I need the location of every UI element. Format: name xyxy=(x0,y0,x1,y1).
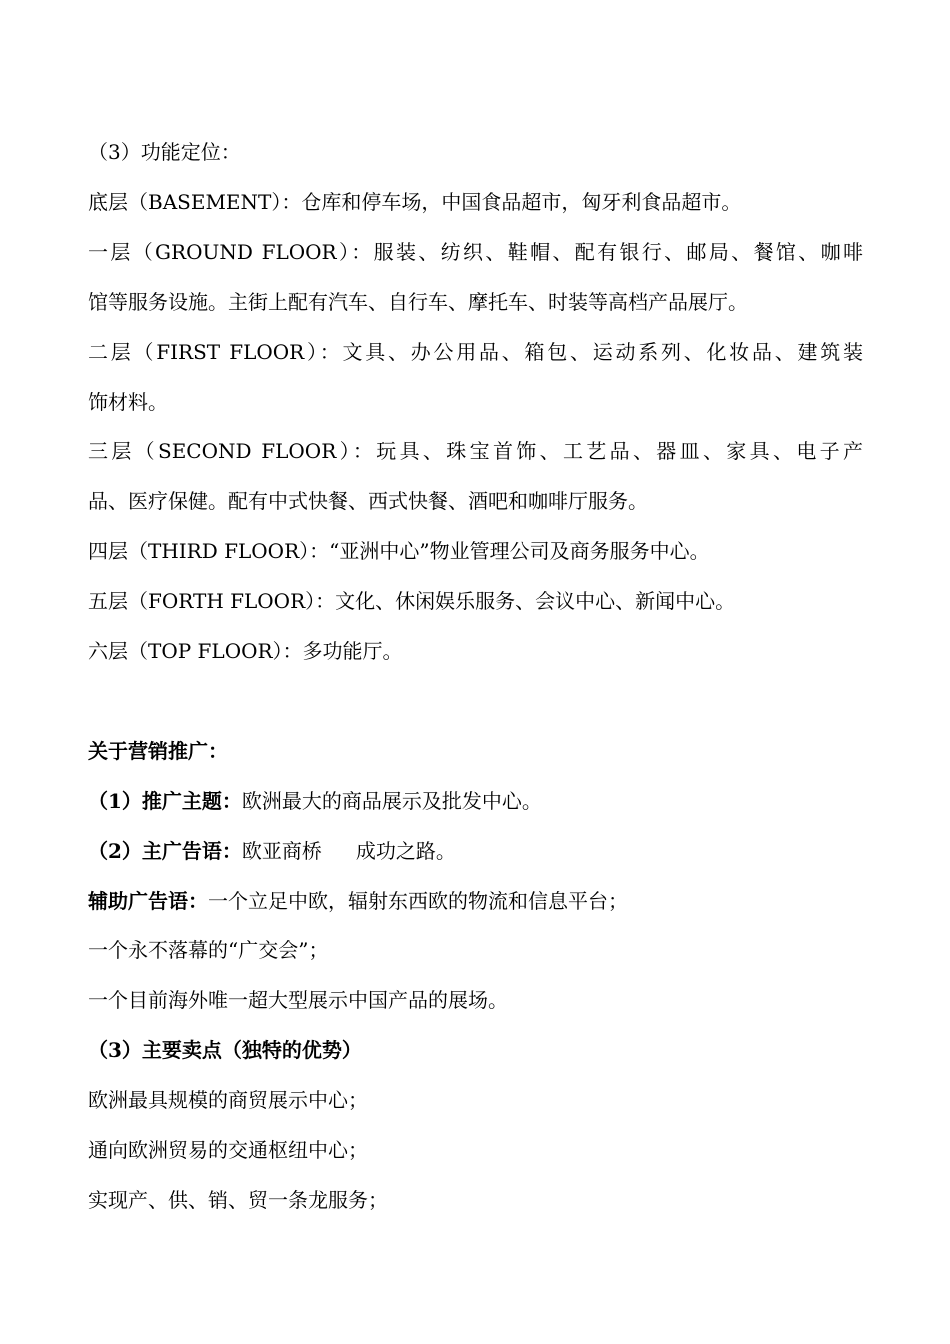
document-body xyxy=(88,128,863,1226)
floor-second-line-2: 品、医疗保健。配有中式快餐、西式快餐、酒吧和咖啡厅服务。 xyxy=(88,489,648,514)
promotion-theme xyxy=(88,777,863,827)
aux-slogan-item: 一个永不落幕的“广交会”； xyxy=(88,938,329,963)
section-spacer xyxy=(88,677,863,727)
floor-basement: 底层（BASEMENT）：仓库和停车场，中国食品超市，匈牙利食品超市。 xyxy=(88,189,742,214)
floor-first-line-2: 饰材料。 xyxy=(88,389,168,414)
promotion-theme-label: （1）推广主题： xyxy=(88,788,242,813)
main-slogan-label: （2）主广告语： xyxy=(88,838,242,863)
promotion-theme-text: 欧洲最大的商品展示及批发中心。 xyxy=(241,788,542,813)
floor-ground-line-1: 一层（GROUND FLOOR）：服装、纺织、鞋帽、配有银行、邮局、餐馆、咖啡 xyxy=(88,239,863,264)
aux-slogan-label: 辅助广告语： xyxy=(88,888,208,913)
selling-point-item: 实现产、供、销、贸一条龙服务； xyxy=(88,1188,388,1213)
aux-slogan-first xyxy=(88,877,863,927)
main-slogan xyxy=(88,827,863,877)
floor-forth: 五层（FORTH FLOOR）：文化、休闲娱乐服务、会议中心、新闻中心。 xyxy=(88,589,736,614)
selling-points-heading: （3）主要卖点（独特的优势） xyxy=(88,1038,362,1063)
floor-third: 四层（THIRD FLOOR）：“亚洲中心”物业管理公司及商务服务中心。 xyxy=(88,539,710,564)
aux-slogan-first-text: 一个立足中欧，辐射东西欧的物流和信息平台； xyxy=(208,888,628,913)
floor-ground-line-2: 馆等服务设施。主街上配有汽车、自行车、摩托车、时装等高档产品展厅。 xyxy=(88,289,748,314)
main-slogan-part-1: 欧亚商桥 xyxy=(241,838,322,863)
floor-second-line-1: 三层（SECOND FLOOR）：玩具、珠宝首饰、工艺品、器皿、家具、电子产 xyxy=(88,439,863,464)
marketing-heading: 关于营销推广： xyxy=(88,738,228,763)
floor-first-line-1: 二层（FIRST FLOOR）：文具、办公用品、箱包、运动系列、化妆品、建筑装 xyxy=(88,339,863,364)
main-slogan-part-2: 成功之路。 xyxy=(355,838,456,863)
selling-point-item: 通向欧洲贸易的交通枢纽中心； xyxy=(88,1138,368,1163)
selling-point-item: 欧洲最具规模的商贸展示中心； xyxy=(88,1088,368,1113)
floor-top: 六层（TOP FLOOR）：多功能厅。 xyxy=(88,639,403,664)
function-heading: （3）功能定位： xyxy=(88,140,241,164)
aux-slogan-item: 一个目前海外唯一超大型展示中国产品的展场。 xyxy=(88,988,508,1013)
